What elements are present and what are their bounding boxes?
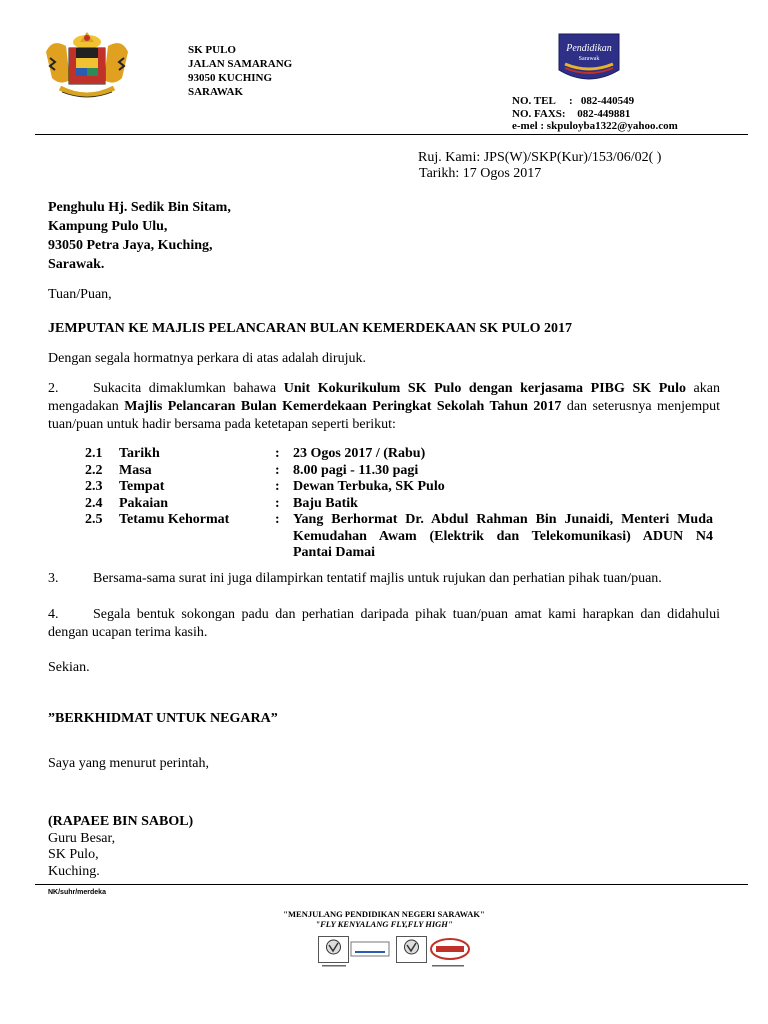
contact-info: NO. TEL : 082-440549 NO. FAXS: 082-449881 e-mel : skpuloyba1322@yahoo.com <box>512 95 678 132</box>
paragraph-text: Sukacita dimaklumkan bahawa <box>93 381 284 396</box>
detail-value: Dewan Terbuka, SK Pulo <box>293 479 445 494</box>
reference-block <box>418 150 661 182</box>
detail-label: Tempat <box>119 479 165 494</box>
pendidikan-sarawak-logo <box>557 32 621 80</box>
obeying-line: Saya yang menurut perintah, <box>48 756 209 771</box>
signatory-place: Kuching. <box>48 863 100 879</box>
detail-colon: : <box>275 479 280 494</box>
salutation: Tuan/Puan, <box>48 287 112 302</box>
recipient-line: Sarawak. <box>48 257 105 272</box>
logo-text-pendidikan: Pendidikan <box>566 43 612 54</box>
coat-of-arms-logo <box>38 28 136 104</box>
guest-line: Yang Berhormat Dr. Abdul Rahman Bin Junaidi, Menteri Muda <box>293 512 713 527</box>
detail-label: Tarikh <box>119 446 160 461</box>
header-divider <box>35 134 748 135</box>
address-line: JALAN SAMARANG <box>188 58 293 70</box>
paragraph-text: akan <box>685 381 720 396</box>
paragraph-text: Bersama-sama surat ini juga dilampirkan tentatif majlis untuk rujukan dan perhatian pihak tuan/puan. <box>93 571 662 586</box>
detail-number: 2.4 <box>85 495 103 511</box>
closing: Sekian. <box>48 660 90 675</box>
detail-row <box>85 479 713 496</box>
paragraph-text: dengan ucapan terima kasih. <box>48 625 208 640</box>
recipient-line: 93050 Petra Jaya, Kuching, <box>48 238 213 253</box>
tel-value: 082-440549 <box>580 95 635 107</box>
paragraph-text: dan seterusnya menjemput <box>561 399 720 414</box>
fax-label: NO. FAXS: <box>512 107 566 120</box>
detail-number: 2.3 <box>85 479 103 494</box>
address-line: 93050 KUCHING <box>188 72 273 84</box>
detail-number: 2.2 <box>85 462 103 478</box>
detail-label: Pakaian <box>119 495 169 511</box>
footer-motto: "MENJULANG PENDIDIKAN NEGERI SARAWAK" <box>283 909 485 919</box>
paragraph-4 <box>48 606 720 642</box>
recipient-line: Kampung Pulo Ulu, <box>48 219 168 234</box>
recipient-line: Penghulu Hj. Sedik Bin Sitam, <box>48 200 231 215</box>
signatory-school: SK Pulo, <box>48 847 99 862</box>
detail-number: 2.5 <box>85 512 103 527</box>
logo-text-sarawak: Sarawak <box>578 56 600 62</box>
reference-number: Ruj. Kami: JPS(W)/SKP(Kur)/153/06/02( ) <box>418 150 662 165</box>
footer-tagline: "FLY KENYALANG FLY,FLY HIGH" <box>315 919 453 929</box>
guest-line: Pantai Damai <box>293 545 376 560</box>
school-address <box>188 43 292 99</box>
guest-line: Kemudahan Awam (Elektrik dan Telekomunikasi) ADUN N4 <box>293 528 713 544</box>
detail-colon: : <box>275 512 280 527</box>
paragraph-text: Segala bentuk sokongan padu dan perhatian daripada pihak tuan/puan amat kami harapkan dan didahului <box>93 607 720 622</box>
paragraph-number: 4. <box>48 607 59 622</box>
recipient-address <box>48 198 231 274</box>
detail-colon: : <box>275 495 280 511</box>
detail-row <box>85 512 713 562</box>
address-line: SARAWAK <box>188 86 244 98</box>
detail-label: Tetamu Kehormat <box>119 512 230 527</box>
email: e-mel : skpuloyba1322@yahoo.com <box>512 120 678 132</box>
paragraph-bold: Unit Kokurikulum SK Pulo dengan kerjasama PIBG SK Pulo <box>283 381 686 396</box>
paragraph-text: tuan/puan untuk hadir bersama pada ketetapan seperti berikut: <box>48 417 396 432</box>
fax-value: 082-449881 <box>577 107 631 120</box>
paragraph-number: 3. <box>48 571 59 586</box>
detail-row <box>85 496 713 513</box>
paragraph-3 <box>48 570 662 588</box>
detail-colon: : <box>275 462 280 478</box>
school-name: SK PULO <box>188 44 236 56</box>
event-details <box>85 446 713 562</box>
letter-subject: JEMPUTAN KE MAJLIS PELANCARAN BULAN KEMERDEKAAN SK PULO 2017 <box>48 321 572 336</box>
paragraph-2 <box>48 380 720 434</box>
detail-row <box>85 446 713 463</box>
tel-label: NO. TEL <box>512 95 556 107</box>
certification-badge-right <box>396 936 472 970</box>
detail-value: 8.00 pagi - 11.30 pagi <box>293 462 419 478</box>
paragraph-number: 2. <box>48 381 59 396</box>
footer-divider <box>35 884 748 885</box>
signature-block <box>48 814 193 880</box>
file-reference: NK/suhr/merdeka <box>48 889 106 896</box>
certification-badge-left <box>318 936 392 970</box>
paragraph-text: mengadakan <box>48 399 125 414</box>
detail-value: Baju Batik <box>293 495 358 511</box>
letter-date: Tarikh: 17 Ogos 2017 <box>419 166 542 181</box>
signatory-title: Guru Besar, <box>48 830 116 846</box>
paragraph-bold: Majlis Pelancaran Bulan Kemerdekaan Peringkat Sekolah Tahun 2017 <box>124 399 562 414</box>
detail-colon: : <box>275 446 280 461</box>
detail-value <box>293 512 713 562</box>
detail-row <box>85 463 713 480</box>
opening-line: Dengan segala hormatnya perkara di atas adalah dirujuk. <box>48 351 366 366</box>
service-motto: ”BERKHIDMAT UNTUK NEGARA” <box>48 711 278 726</box>
detail-value: 23 Ogos 2017 / (Rabu) <box>293 446 426 461</box>
detail-label: Masa <box>119 462 152 478</box>
signatory-name: (RAPAEE BIN SABOL) <box>48 814 194 829</box>
detail-number: 2.1 <box>85 446 103 461</box>
